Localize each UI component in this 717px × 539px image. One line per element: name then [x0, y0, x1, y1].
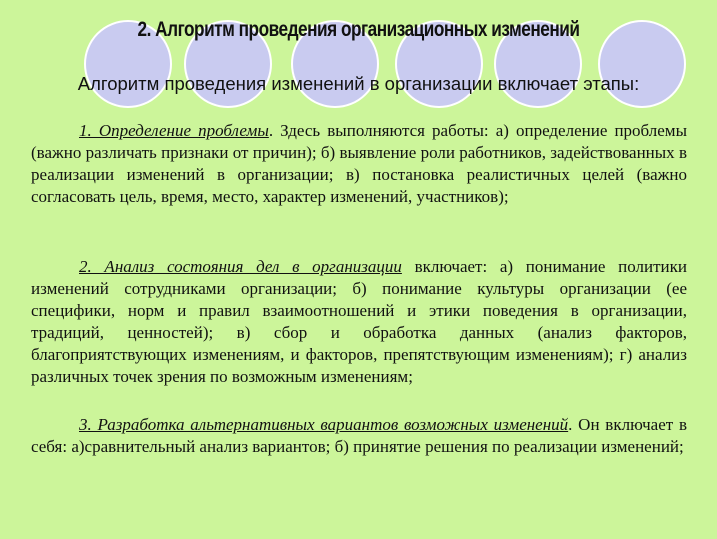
stage-paragraph-3	[31, 414, 687, 458]
stage-text-3: . Он включает в себя: а)сравнительный анализ вариантов; б) принятие решения по реализации изменений;	[31, 415, 687, 456]
stage-paragraph-2	[31, 256, 687, 388]
slide-subtitle: Алгоритм проведения изменений в организации включает этапы:	[77, 73, 640, 94]
stage-paragraph-1	[31, 120, 687, 208]
stage-heading-1: 1. Определение проблемы	[79, 121, 269, 140]
stage-heading-2: 2. Анализ состояния дел в организации	[79, 257, 402, 276]
stage-text-1: . Здесь выполняются работы: а) определение проблемы (важно различать признаки от причин); б) выявление роли работников, задействованных в реализации изменений в организации; в) постановка реалистичных целей (важно согласовать цель, время, место, характер изменений, участников);	[31, 121, 687, 206]
stage-heading-3: 3. Разработка альтернативных вариантов возможных изменений	[79, 415, 569, 434]
stage-text-2: включает: а) понимание политики изменений сотрудниками организации; б) понимание культуры организации (ее специфики, норм и правил взаимоотношений и этики поведения в организации, традиций, ценностей); в) сбор и обработка данных (анализ факторов, благоприятствующих изменениям, и факторов, препятствующим изменениям); г) анализ различных точек зрения по возможным изменениям;	[31, 257, 687, 386]
slide-title: 2. Алгоритм проведения организационных изменений	[137, 18, 580, 41]
